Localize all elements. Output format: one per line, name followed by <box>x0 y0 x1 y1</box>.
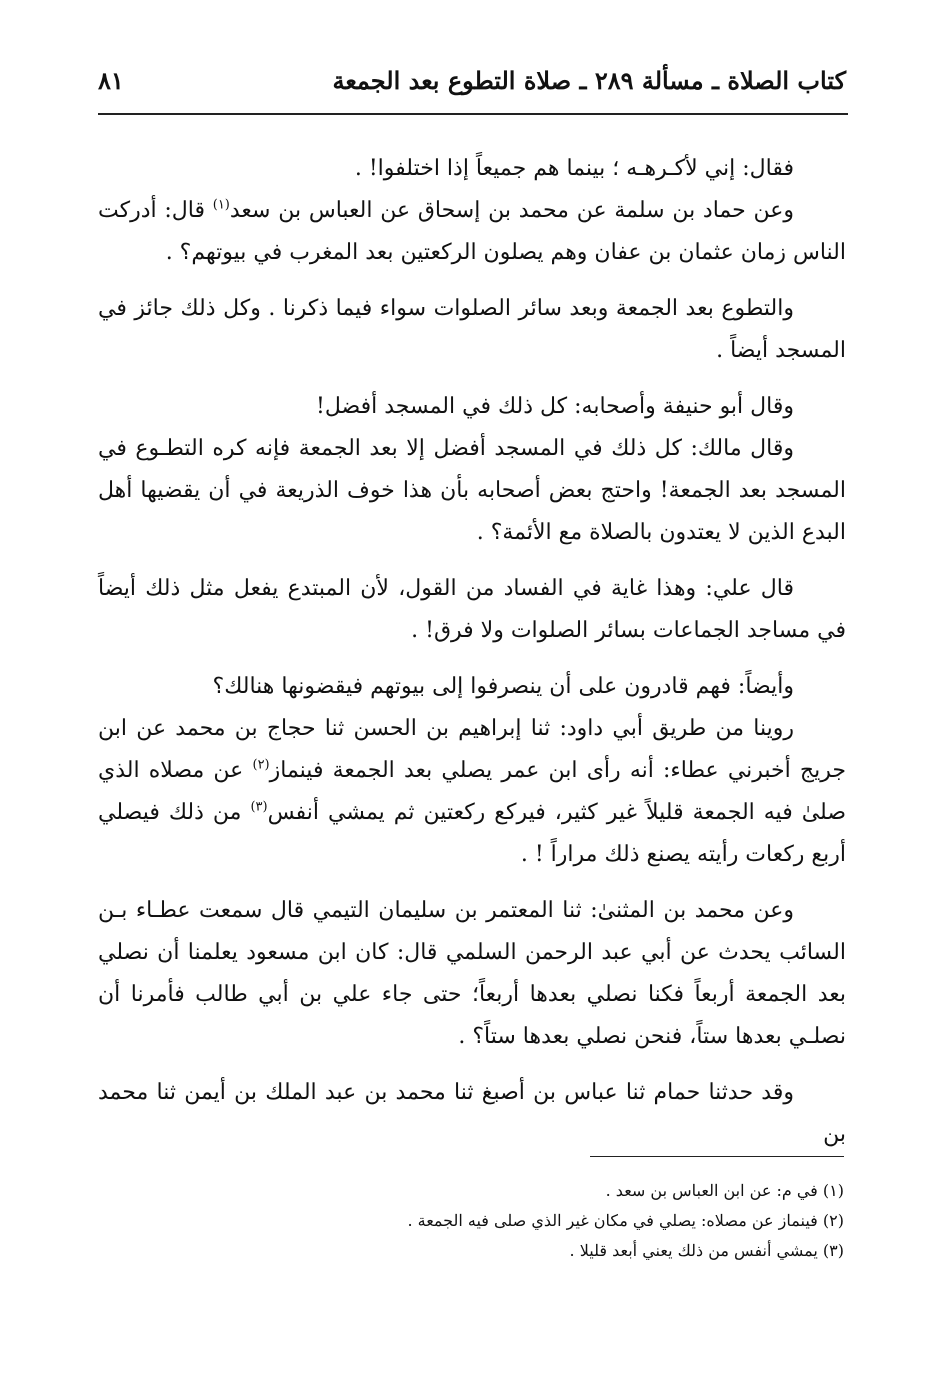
footnote: (٢) فينماز عن مصلاه: يصلي في مكان غير الذي صلى فيه الجمعة . <box>407 1211 844 1230</box>
paragraph: قال علي: وهذا غاية في الفساد من القول، لأن المبتدع يفعل مثل ذلك أيضاً في مساجد الجماعات بسائر الصلوات ولا فرق! . <box>98 576 846 643</box>
footnote-ref: (٢) <box>252 757 270 773</box>
main-text <box>98 148 846 1156</box>
footnotes <box>300 1176 844 1266</box>
paragraph <box>98 190 846 274</box>
paragraph: وأيضاً: فهم قادرون على أن ينصرفوا إلى بيوتهم فيقضونها هنالك؟ <box>212 674 794 699</box>
header-rule <box>98 113 848 115</box>
footnote-ref: (١) <box>212 197 230 213</box>
paragraph-text: من ذلك فيصلي أربع ركعات رأيته يصنع ذلك مراراً ! . <box>98 800 846 867</box>
paragraph: وقال مالك: كل ذلك في المسجد أفضل إلا بعد الجمعة فإنه كره التطـوع في المسجد بعد الجمعة! واحتج بعض أصحابه بأن هذا خوف الذريعة في أن يقضيها أهل البدع الذين لا يعتدون بالصلاة مع الأئمة؟ . <box>98 436 846 545</box>
running-title: كتاب الصلاة ـ مسألة ٢٨٩ ـ صلاة التطوع بعد الجمعة <box>332 66 846 95</box>
page-number: ٨١ <box>98 66 124 95</box>
footnote-rule <box>590 1156 844 1157</box>
paragraph: وقال أبو حنيفة وأصحابه: كل ذلك في المسجد أفضل! <box>316 394 794 419</box>
paragraph: وعن محمد بن المثنىٰ: ثنا المعتمر بن سليمان التيمي قال سمعت عطـاء بـن السائب يحدث عن أبي عبد الرحمن السلمي قال: كان ابن مسعود يعلمنا أن نصلي بعد الجمعة أربعاً فكنا نصلي بعدها أربعاً؛ حتى جاء علي بن أبي طالب فأمرنا أن نصلـي بعدها ستاً، فنحن نصلي بعدها ستاً؟ . <box>98 898 846 1049</box>
paragraph: وقد حدثنا حمام ثنا عباس بن أصبغ ثنا محمد بن عبد الملك بن أيمن ثنا محمد بن <box>98 1080 846 1147</box>
footnote-ref: (٣) <box>250 799 268 815</box>
paragraph: والتطوع بعد الجمعة وبعد سائر الصلوات سواء فيما ذكرنا . وكل ذلك جائز في المسجد أيضاً . <box>98 296 846 363</box>
footnote: (١) في م: عن ابن العباس بن سعد . <box>605 1181 844 1200</box>
footnote: (٣) يمشي أنفس من ذلك يعني أبعد قليلا . <box>569 1241 844 1260</box>
paragraph <box>98 708 846 876</box>
paragraph-text: روينا من طريق أبي داود: ثنا إبراهيم بن الحسن ثنا حجاج بن محمد عن ابن جريج أخبرني عطاء: أنه رأى ابن عمر يصلي بعد الجمعة فينماز <box>98 716 846 783</box>
paragraph-text: وعن حماد بن سلمة عن محمد بن إسحاق عن العباس بن سعد <box>229 198 795 223</box>
page-header <box>98 58 846 102</box>
paragraph-text: قال: أدركت الناس زمان عثمان بن عفان وهم يصلون الركعتين بعد المغرب في بيوتهم؟ . <box>98 198 846 265</box>
paragraph: فقال: إني لأكـرهـه ؛ بينما هم جميعاً إذا اختلفوا! . <box>354 156 794 181</box>
paragraph-text: عن مصلاه الذي صلىٰ فيه الجمعة قليلاً غير كثير، فيركع ركعتين ثم يمشي أنفس <box>98 758 847 825</box>
